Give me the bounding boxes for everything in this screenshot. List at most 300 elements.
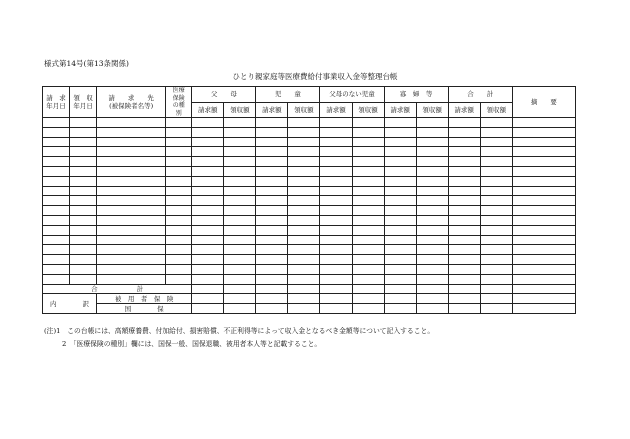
ledger-cell[interactable] <box>256 215 288 225</box>
ledger-cell[interactable] <box>416 206 448 216</box>
ledger-cell[interactable] <box>416 137 448 147</box>
ledger-cell[interactable] <box>480 235 512 245</box>
ledger-cell[interactable] <box>512 118 575 128</box>
breakdown-cell[interactable] <box>192 294 224 304</box>
ledger-cell[interactable] <box>224 225 256 235</box>
ledger-cell[interactable] <box>320 245 352 255</box>
ledger-cell[interactable] <box>320 206 352 216</box>
ledger-cell[interactable] <box>384 255 416 265</box>
ledger-cell[interactable] <box>352 196 384 206</box>
ledger-cell[interactable] <box>448 176 480 186</box>
header-claim-amount: 請求額 <box>192 102 224 118</box>
ledger-cell[interactable] <box>352 245 384 255</box>
ledger-cell[interactable] <box>256 196 288 206</box>
ledger-cell[interactable] <box>384 264 416 274</box>
ledger-cell[interactable] <box>192 255 224 265</box>
ledger-cell[interactable] <box>288 137 320 147</box>
ledger-cell[interactable] <box>320 264 352 274</box>
ledger-cell[interactable] <box>320 176 352 186</box>
ledger-cell[interactable] <box>70 264 97 274</box>
ledger-cell[interactable] <box>352 137 384 147</box>
ledger-cell[interactable] <box>43 176 70 186</box>
ledger-cell[interactable] <box>192 118 224 128</box>
ledger-cell[interactable] <box>448 186 480 196</box>
breakdown-cell[interactable] <box>224 294 256 304</box>
ledger-cell[interactable] <box>97 196 166 206</box>
ledger-cell[interactable] <box>256 186 288 196</box>
breakdown-cell[interactable] <box>384 294 416 304</box>
ledger-cell[interactable] <box>448 215 480 225</box>
breakdown-cell[interactable] <box>320 304 352 314</box>
total-cell[interactable] <box>192 284 224 294</box>
ledger-cell[interactable] <box>512 225 575 235</box>
ledger-cell[interactable] <box>224 264 256 274</box>
ledger-cell[interactable] <box>512 255 575 265</box>
ledger-cell[interactable] <box>192 274 224 284</box>
ledger-cell[interactable] <box>43 235 70 245</box>
ledger-cell[interactable] <box>288 225 320 235</box>
ledger-cell[interactable] <box>224 235 256 245</box>
ledger-cell[interactable] <box>512 215 575 225</box>
ledger-cell[interactable] <box>288 215 320 225</box>
ledger-row <box>43 147 576 157</box>
ledger-cell[interactable] <box>448 166 480 176</box>
ledger-cell[interactable] <box>166 186 192 196</box>
ledger-cell[interactable] <box>384 157 416 167</box>
ledger-cell[interactable] <box>288 186 320 196</box>
ledger-cell[interactable] <box>384 206 416 216</box>
ledger-cell[interactable] <box>288 147 320 157</box>
total-cell[interactable] <box>256 284 288 294</box>
ledger-cell[interactable] <box>43 274 70 284</box>
ledger-cell[interactable] <box>70 206 97 216</box>
ledger-cell[interactable] <box>352 255 384 265</box>
ledger-cell[interactable] <box>224 255 256 265</box>
ledger-cell[interactable] <box>352 176 384 186</box>
ledger-cell[interactable] <box>43 245 70 255</box>
ledger-cell[interactable] <box>384 245 416 255</box>
ledger-cell[interactable] <box>416 235 448 245</box>
ledger-row <box>43 274 576 284</box>
ledger-cell[interactable] <box>97 127 166 137</box>
ledger-cell[interactable] <box>448 196 480 206</box>
ledger-cell[interactable] <box>192 186 224 196</box>
ledger-cell[interactable] <box>166 235 192 245</box>
ledger-cell[interactable] <box>256 235 288 245</box>
ledger-cell[interactable] <box>384 196 416 206</box>
ledger-cell[interactable] <box>192 196 224 206</box>
ledger-cell[interactable] <box>512 196 575 206</box>
ledger-cell[interactable] <box>288 157 320 167</box>
ledger-cell[interactable] <box>256 206 288 216</box>
total-cell[interactable] <box>480 284 512 294</box>
total-cell[interactable] <box>384 284 416 294</box>
ledger-cell[interactable] <box>352 235 384 245</box>
ledger-cell[interactable] <box>43 196 70 206</box>
ledger-cell[interactable] <box>70 196 97 206</box>
ledger-cell[interactable] <box>224 137 256 147</box>
ledger-cell[interactable] <box>416 147 448 157</box>
ledger-cell[interactable] <box>192 166 224 176</box>
ledger-cell[interactable] <box>192 245 224 255</box>
breakdown-cell[interactable] <box>512 294 575 304</box>
ledger-cell[interactable] <box>43 137 70 147</box>
ledger-cell[interactable] <box>288 176 320 186</box>
ledger-cell[interactable] <box>320 196 352 206</box>
ledger-cell[interactable] <box>224 127 256 137</box>
ledger-cell[interactable] <box>43 186 70 196</box>
ledger-cell[interactable] <box>480 118 512 128</box>
ledger-cell[interactable] <box>224 147 256 157</box>
header-claim-amount: 請求額 <box>448 102 480 118</box>
total-cell[interactable] <box>448 284 480 294</box>
ledger-cell[interactable] <box>352 206 384 216</box>
ledger-cell[interactable] <box>43 157 70 167</box>
ledger-row <box>43 206 576 216</box>
ledger-cell[interactable] <box>288 274 320 284</box>
ledger-cell[interactable] <box>192 137 224 147</box>
ledger-cell[interactable] <box>448 255 480 265</box>
ledger-cell[interactable] <box>512 274 575 284</box>
total-cell[interactable] <box>512 284 575 294</box>
ledger-cell[interactable] <box>384 137 416 147</box>
ledger-cell[interactable] <box>43 206 70 216</box>
breakdown-cell[interactable] <box>416 294 448 304</box>
ledger-cell[interactable] <box>480 255 512 265</box>
ledger-cell[interactable] <box>192 215 224 225</box>
ledger-cell[interactable] <box>352 157 384 167</box>
ledger-cell[interactable] <box>480 127 512 137</box>
ledger-cell[interactable] <box>416 264 448 274</box>
ledger-cell[interactable] <box>166 264 192 274</box>
ledger-cell[interactable] <box>480 225 512 235</box>
total-cell[interactable] <box>288 284 320 294</box>
ledger-cell[interactable] <box>224 245 256 255</box>
ledger-cell[interactable] <box>512 206 575 216</box>
ledger-cell[interactable] <box>480 137 512 147</box>
ledger-cell[interactable] <box>320 118 352 128</box>
ledger-cell[interactable] <box>352 166 384 176</box>
ledger-cell[interactable] <box>352 215 384 225</box>
breakdown-cell[interactable] <box>384 304 416 314</box>
ledger-cell[interactable] <box>288 264 320 274</box>
ledger-cell[interactable] <box>256 157 288 167</box>
ledger-cell[interactable] <box>97 235 166 245</box>
breakdown-cell[interactable] <box>320 294 352 304</box>
ledger-cell[interactable] <box>288 245 320 255</box>
ledger-cell[interactable] <box>166 127 192 137</box>
ledger-cell[interactable] <box>166 147 192 157</box>
ledger-cell[interactable] <box>256 176 288 186</box>
ledger-cell[interactable] <box>192 225 224 235</box>
breakdown-cell[interactable] <box>512 304 575 314</box>
ledger-cell[interactable] <box>448 225 480 235</box>
ledger-cell[interactable] <box>256 245 288 255</box>
ledger-cell[interactable] <box>384 186 416 196</box>
ledger-cell[interactable] <box>70 255 97 265</box>
ledger-cell[interactable] <box>448 137 480 147</box>
ledger-cell[interactable] <box>97 215 166 225</box>
ledger-cell[interactable] <box>97 118 166 128</box>
ledger-cell[interactable] <box>480 274 512 284</box>
ledger-cell[interactable] <box>43 225 70 235</box>
ledger-cell[interactable] <box>384 225 416 235</box>
ledger-cell[interactable] <box>288 206 320 216</box>
breakdown-cell[interactable] <box>352 294 384 304</box>
total-row <box>43 284 576 294</box>
ledger-cell[interactable] <box>166 225 192 235</box>
ledger-cell[interactable] <box>448 245 480 255</box>
ledger-cell[interactable] <box>288 255 320 265</box>
ledger-cell[interactable] <box>480 245 512 255</box>
ledger-cell[interactable] <box>448 235 480 245</box>
ledger-cell[interactable] <box>70 245 97 255</box>
ledger-cell[interactable] <box>256 127 288 137</box>
ledger-cell[interactable] <box>320 127 352 137</box>
ledger-cell[interactable] <box>192 147 224 157</box>
ledger-cell[interactable] <box>288 235 320 245</box>
ledger-cell[interactable] <box>384 274 416 284</box>
total-cell[interactable] <box>224 284 256 294</box>
ledger-row <box>43 166 576 176</box>
ledger-cell[interactable] <box>97 274 166 284</box>
ledger-cell[interactable] <box>320 235 352 245</box>
ledger-cell[interactable] <box>97 166 166 176</box>
ledger-cell[interactable] <box>320 274 352 284</box>
ledger-cell[interactable] <box>192 157 224 167</box>
ledger-cell[interactable] <box>192 235 224 245</box>
ledger-cell[interactable] <box>384 166 416 176</box>
ledger-cell[interactable] <box>512 137 575 147</box>
breakdown-cell[interactable] <box>288 304 320 314</box>
ledger-cell[interactable] <box>288 127 320 137</box>
ledger-cell[interactable] <box>384 176 416 186</box>
breakdown-cell[interactable] <box>224 304 256 314</box>
breakdown-cell[interactable] <box>480 294 512 304</box>
ledger-cell[interactable] <box>512 166 575 176</box>
ledger-cell[interactable] <box>192 127 224 137</box>
ledger-cell[interactable] <box>166 215 192 225</box>
ledger-cell[interactable] <box>352 264 384 274</box>
ledger-cell[interactable] <box>166 118 192 128</box>
ledger-cell[interactable] <box>43 118 70 128</box>
ledger-cell[interactable] <box>320 147 352 157</box>
header-group-total: 合 計 <box>448 87 512 103</box>
ledger-cell[interactable] <box>512 235 575 245</box>
ledger-cell[interactable] <box>70 118 97 128</box>
ledger-cell[interactable] <box>352 118 384 128</box>
ledger-cell[interactable] <box>97 206 166 216</box>
ledger-cell[interactable] <box>416 157 448 167</box>
ledger-cell[interactable] <box>224 215 256 225</box>
ledger-cell[interactable] <box>416 255 448 265</box>
ledger-cell[interactable] <box>97 186 166 196</box>
ledger-cell[interactable] <box>384 147 416 157</box>
ledger-cell[interactable] <box>480 206 512 216</box>
ledger-cell[interactable] <box>448 264 480 274</box>
ledger-cell[interactable] <box>416 215 448 225</box>
ledger-cell[interactable] <box>416 186 448 196</box>
ledger-cell[interactable] <box>416 274 448 284</box>
ledger-cell[interactable] <box>256 264 288 274</box>
ledger-cell[interactable] <box>256 137 288 147</box>
ledger-cell[interactable] <box>70 137 97 147</box>
ledger-cell[interactable] <box>480 157 512 167</box>
ledger-cell[interactable] <box>512 186 575 196</box>
ledger-cell[interactable] <box>97 137 166 147</box>
ledger-cell[interactable] <box>416 196 448 206</box>
ledger-cell[interactable] <box>352 127 384 137</box>
ledger-cell[interactable] <box>97 255 166 265</box>
breakdown-cell[interactable] <box>256 294 288 304</box>
ledger-cell[interactable] <box>166 166 192 176</box>
ledger-cell[interactable] <box>416 127 448 137</box>
ledger-cell[interactable] <box>166 245 192 255</box>
header-claim-amount: 請求額 <box>256 102 288 118</box>
ledger-cell[interactable] <box>192 206 224 216</box>
breakdown-cell[interactable] <box>416 304 448 314</box>
ledger-cell[interactable] <box>448 206 480 216</box>
ledger-cell[interactable] <box>70 157 97 167</box>
ledger-cell[interactable] <box>166 137 192 147</box>
ledger-cell[interactable] <box>480 264 512 274</box>
ledger-cell[interactable] <box>70 147 97 157</box>
ledger-cell[interactable] <box>70 274 97 284</box>
ledger-cell[interactable] <box>224 118 256 128</box>
ledger-cell[interactable] <box>166 274 192 284</box>
ledger-cell[interactable] <box>97 245 166 255</box>
ledger-cell[interactable] <box>224 166 256 176</box>
ledger-cell[interactable] <box>43 166 70 176</box>
ledger-cell[interactable] <box>70 127 97 137</box>
ledger-cell[interactable] <box>480 176 512 186</box>
ledger-cell[interactable] <box>43 264 70 274</box>
ledger-cell[interactable] <box>352 274 384 284</box>
ledger-cell[interactable] <box>480 196 512 206</box>
ledger-cell[interactable] <box>448 118 480 128</box>
ledger-cell[interactable] <box>256 255 288 265</box>
breakdown-cell[interactable] <box>256 304 288 314</box>
header-group-parent: 父 母 <box>192 87 256 103</box>
breakdown-cell[interactable] <box>448 294 480 304</box>
ledger-cell[interactable] <box>288 196 320 206</box>
ledger-cell[interactable] <box>480 147 512 157</box>
ledger-row <box>43 225 576 235</box>
total-cell[interactable] <box>320 284 352 294</box>
ledger-cell[interactable] <box>448 157 480 167</box>
ledger-cell[interactable] <box>352 147 384 157</box>
ledger-cell[interactable] <box>224 196 256 206</box>
ledger-cell[interactable] <box>224 176 256 186</box>
ledger-cell[interactable] <box>166 206 192 216</box>
ledger-cell[interactable] <box>320 215 352 225</box>
ledger-cell[interactable] <box>480 215 512 225</box>
ledger-cell[interactable] <box>97 264 166 274</box>
breakdown-cell[interactable] <box>480 304 512 314</box>
ledger-cell[interactable] <box>70 235 97 245</box>
ledger-cell[interactable] <box>70 215 97 225</box>
ledger-cell[interactable] <box>384 127 416 137</box>
ledger-cell[interactable] <box>416 245 448 255</box>
ledger-cell[interactable] <box>70 176 97 186</box>
ledger-cell[interactable] <box>256 166 288 176</box>
total-label: 合 計 <box>43 284 192 294</box>
ledger-cell[interactable] <box>512 245 575 255</box>
ledger-cell[interactable] <box>448 147 480 157</box>
ledger-cell[interactable] <box>97 157 166 167</box>
ledger-cell[interactable] <box>166 196 192 206</box>
ledger-cell[interactable] <box>384 118 416 128</box>
ledger-cell[interactable] <box>320 225 352 235</box>
ledger-cell[interactable] <box>256 225 288 235</box>
total-cell[interactable] <box>352 284 384 294</box>
ledger-cell[interactable] <box>352 186 384 196</box>
ledger-cell[interactable] <box>43 255 70 265</box>
ledger-cell[interactable] <box>43 215 70 225</box>
ledger-cell[interactable] <box>288 166 320 176</box>
ledger-cell[interactable] <box>384 235 416 245</box>
breakdown-cell[interactable] <box>448 304 480 314</box>
ledger-cell[interactable] <box>416 166 448 176</box>
ledger-cell[interactable] <box>224 274 256 284</box>
ledger-cell[interactable] <box>512 264 575 274</box>
ledger-cell[interactable] <box>70 225 97 235</box>
ledger-cell[interactable] <box>192 264 224 274</box>
ledger-cell[interactable] <box>512 176 575 186</box>
ledger-cell[interactable] <box>512 127 575 137</box>
ledger-cell[interactable] <box>320 166 352 176</box>
ledger-cell[interactable] <box>97 225 166 235</box>
ledger-cell[interactable] <box>43 127 70 137</box>
ledger-cell[interactable] <box>288 118 320 128</box>
ledger-cell[interactable] <box>224 206 256 216</box>
ledger-cell[interactable] <box>166 157 192 167</box>
ledger-cell[interactable] <box>70 186 97 196</box>
ledger-cell[interactable] <box>97 176 166 186</box>
ledger-cell[interactable] <box>97 147 166 157</box>
ledger-cell[interactable] <box>256 147 288 157</box>
ledger-cell[interactable] <box>448 274 480 284</box>
ledger-cell[interactable] <box>384 215 416 225</box>
ledger-cell[interactable] <box>480 186 512 196</box>
total-cell[interactable] <box>416 284 448 294</box>
ledger-cell[interactable] <box>320 255 352 265</box>
ledger-cell[interactable] <box>416 118 448 128</box>
ledger-cell[interactable] <box>256 274 288 284</box>
ledger-cell[interactable] <box>320 186 352 196</box>
breakdown-cell[interactable] <box>288 294 320 304</box>
ledger-cell[interactable] <box>512 157 575 167</box>
ledger-cell[interactable] <box>256 118 288 128</box>
ledger-cell[interactable] <box>43 147 70 157</box>
breakdown-cell[interactable] <box>352 304 384 314</box>
ledger-cell[interactable] <box>224 157 256 167</box>
ledger-cell[interactable] <box>480 166 512 176</box>
ledger-cell[interactable] <box>70 166 97 176</box>
ledger-cell[interactable] <box>192 176 224 186</box>
ledger-cell[interactable] <box>166 176 192 186</box>
ledger-cell[interactable] <box>448 127 480 137</box>
ledger-cell[interactable] <box>416 225 448 235</box>
ledger-cell[interactable] <box>512 147 575 157</box>
ledger-cell[interactable] <box>320 157 352 167</box>
ledger-cell[interactable] <box>166 255 192 265</box>
ledger-cell[interactable] <box>320 137 352 147</box>
ledger-cell[interactable] <box>352 225 384 235</box>
ledger-cell[interactable] <box>224 186 256 196</box>
breakdown-cell[interactable] <box>192 304 224 314</box>
ledger-cell[interactable] <box>416 176 448 186</box>
